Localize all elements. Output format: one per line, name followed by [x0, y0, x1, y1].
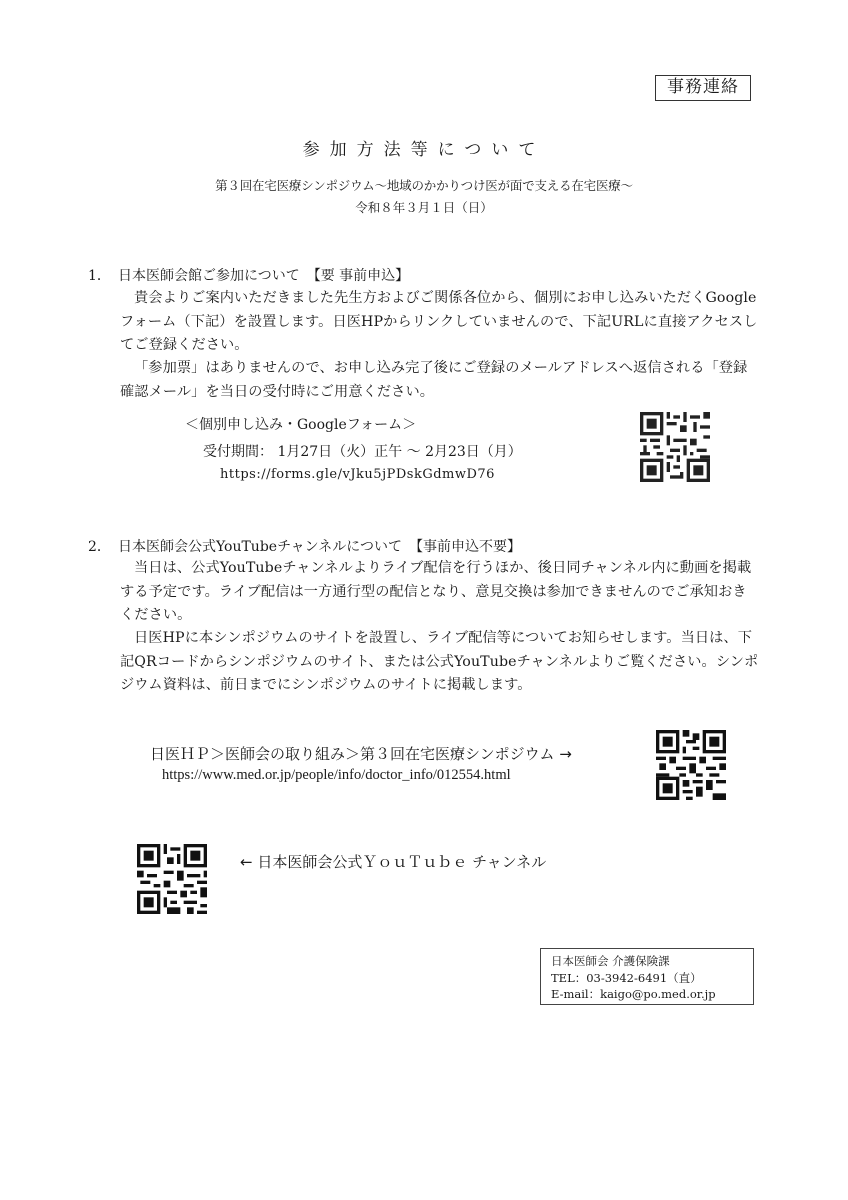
contact-phone: TEL：03-3942-6491（直） — [551, 970, 702, 985]
site-url[interactable]: https://www.med.or.jp/people/info/doctor_info/012554.html — [162, 767, 511, 783]
office-notice-stamp: 事務連絡 — [655, 75, 751, 101]
section-1-title: 日本医師会館ご参加について 【要 事前申込】 — [118, 268, 410, 284]
qr-code-google-form-icon[interactable] — [640, 412, 710, 482]
section-2-paragraph-2: 日医HPに本シンポジウムのサイトを設置し、ライブ配信等についてお知らせします。当日は、下記QRコードからシンポジウムのサイト、または公式YouTubeチャンネルよりご覧ください。シンポジウム資料は、前日までにシンポジウムのサイトに掲載します。 — [120, 630, 759, 693]
section-1-paragraph-2: 「参加票」はありませんので、お申し込み完了後にご登録のメールアドレスへ返信される「登録確認メール」を当日の受付時にご用意ください。 — [120, 360, 748, 400]
contact-email[interactable]: E-mail：kaigo@po.med.or.jp — [551, 987, 716, 1001]
contact-department: 日本医師会 介護保険課 — [551, 954, 670, 968]
section-1-number: 1． — [88, 268, 111, 284]
section-1-heading — [88, 265, 409, 285]
google-form-url[interactable]: https://forms.gle/vJku5jPDskGdmwD76 — [220, 467, 495, 482]
registration-period: 受付期間： 1月27日（火）正午 ～ 2月23日（月） — [203, 444, 522, 460]
youtube-channel-label: ← 日本医師会公式ＹｏｕＴｕｂｅ チャンネル — [240, 853, 547, 871]
section-2-heading — [88, 536, 521, 556]
section-2-title: 日本医師会公式YouTubeチャンネルについて 【事前申込不要】 — [118, 539, 521, 555]
qr-code-symposium-site-icon[interactable] — [656, 730, 726, 800]
event-subtitle: 第３回在宅医療シンポジウム～地域のかかりつけ医が面で支える在宅医療～ — [215, 178, 633, 193]
page-title: 参加方法等について — [302, 140, 546, 160]
section-2-paragraph-1: 当日は、公式YouTubeチャンネルよりライブ配信を行うほか、後日同チャンネル内に動画を掲載する予定です。ライブ配信は一方通行型の配信となり、意見交換は参加できませんのでご承知おきください。 — [120, 560, 752, 623]
site-breadcrumb: 日医ＨＰ＞医師会の取り組み＞第３回在宅医療シンポジウム → — [150, 745, 572, 763]
contact-box — [540, 948, 754, 1005]
qr-code-youtube-channel-icon[interactable] — [137, 844, 207, 914]
section-2-number: 2． — [88, 539, 111, 555]
google-form-label: ＜個別申し込み・Googleフォーム＞ — [185, 417, 417, 433]
event-date: 令和８年３月１日（日） — [355, 200, 493, 215]
section-1-paragraph-1: 貴会よりご案内いただきました先生方およびご関係各位から、個別にお申し込みいただくGoogleフォーム（下記）を設置します。日医HPからリンクしていませんので、下記URLに直接アクセスしてご登録ください。 — [120, 290, 758, 353]
